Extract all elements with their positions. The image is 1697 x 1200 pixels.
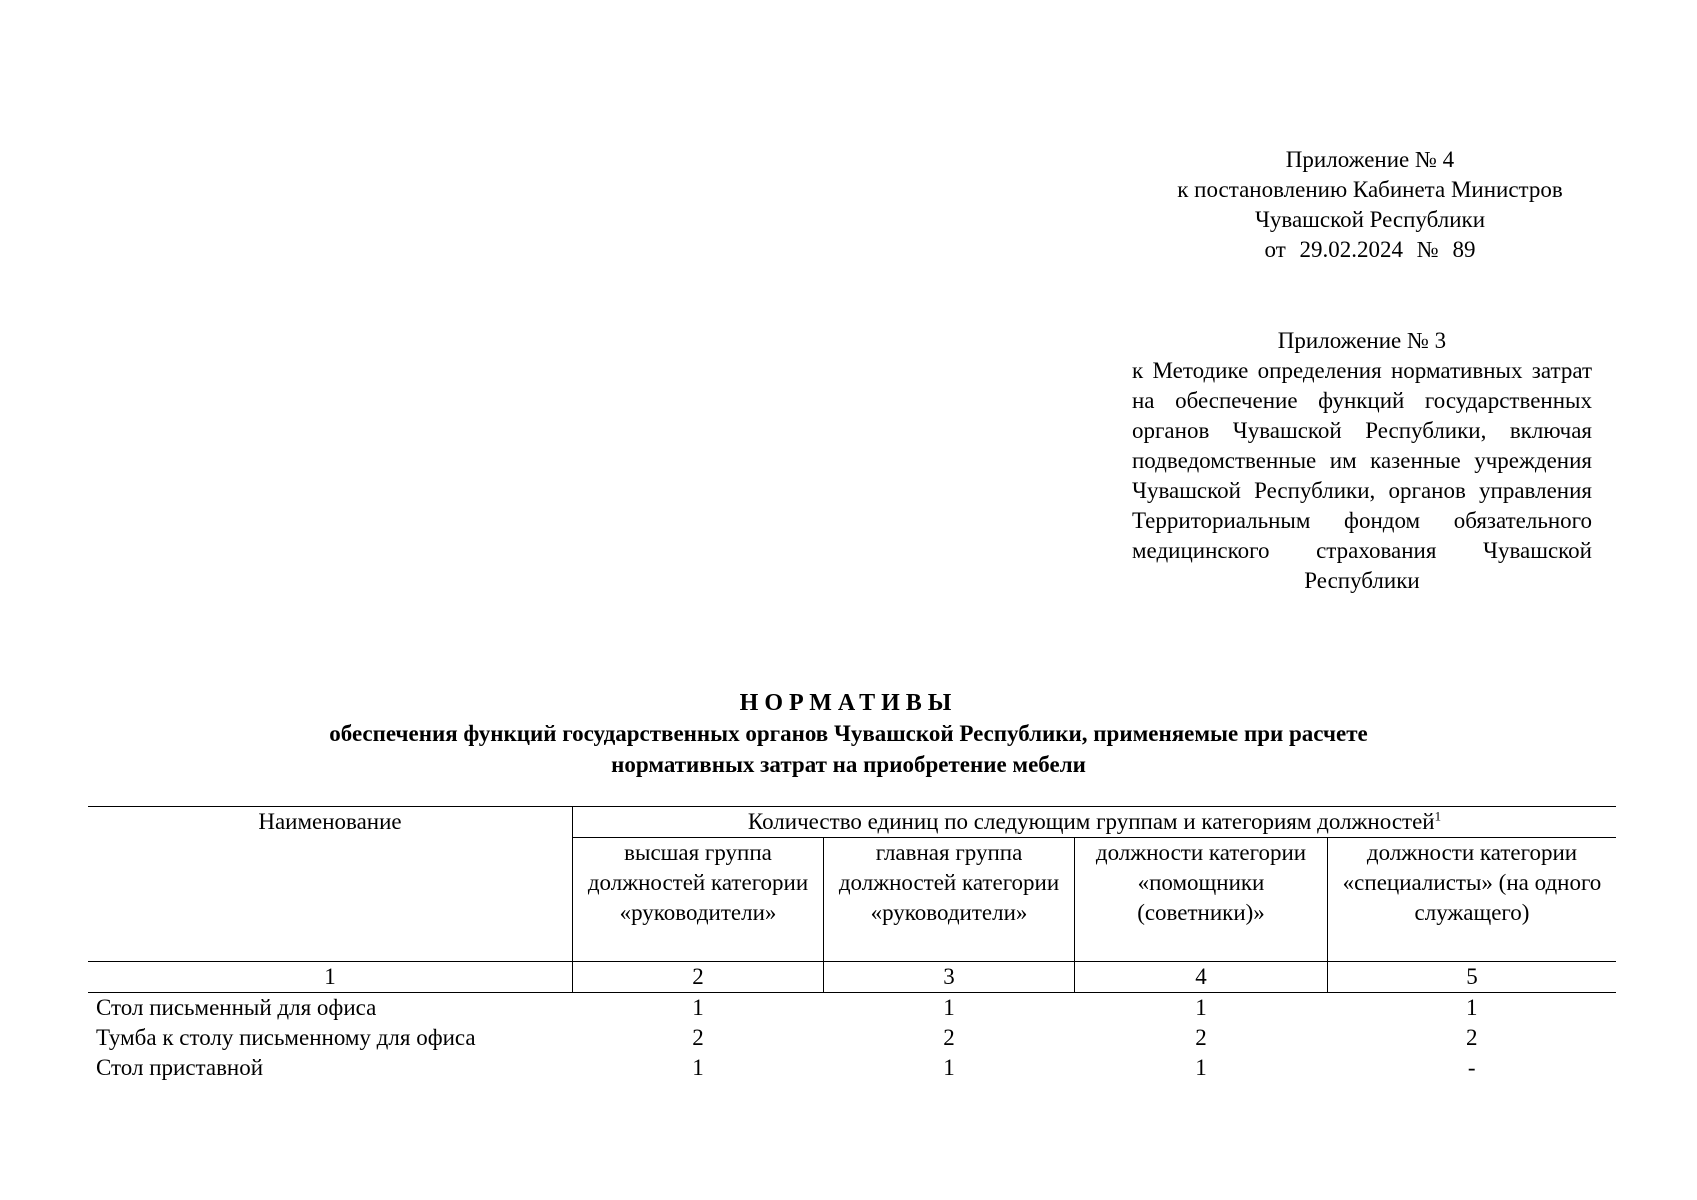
subcol-header: должности категории «помощники (советники)»	[1075, 838, 1328, 962]
col-number: 3	[824, 962, 1075, 993]
table-row	[88, 993, 1616, 1024]
item-value: 1	[1466, 995, 1478, 1020]
col-group-label: Количество единиц по следующим группам и категориям должностей	[747, 809, 1435, 834]
footnote-marker: 1	[1434, 808, 1442, 824]
item-value: 1	[692, 995, 704, 1020]
title-sub-1: обеспечения функций государственных органов Чувашской Республики, применяемые при расчете	[329, 721, 1368, 746]
item-value: 1	[1195, 1055, 1207, 1080]
header-row	[88, 807, 1616, 838]
col-number: 4	[1075, 962, 1328, 993]
subcol-header: высшая группа должностей категории «руководители»	[573, 838, 824, 962]
table-row	[88, 1023, 1616, 1053]
item-value: 1	[1195, 995, 1207, 1020]
subcol-header: должности категории «специалисты» (на одного служащего)	[1342, 840, 1602, 925]
col-number: 1	[88, 962, 573, 993]
item-value: 2	[1466, 1025, 1478, 1050]
appendix-4-date: от 29.02.2024 № 89	[1264, 237, 1476, 262]
item-value: -	[1467, 1055, 1476, 1080]
col-number: 2	[573, 962, 824, 993]
table-row	[88, 1053, 1616, 1083]
item-value: 1	[692, 1055, 704, 1080]
col-group-header	[573, 807, 1617, 838]
appendix-3-header	[1132, 326, 1592, 596]
item-value: 1	[943, 995, 955, 1020]
title-sub-2: нормативных затрат на приобретение мебели	[611, 752, 1086, 777]
col-number: 5	[1328, 962, 1617, 993]
appendix-3-body: к Методике определения нормативных затрат на обеспечение функций государственных органов Чувашской Республики, включая подведомственные им казенные учреждения Чувашской Республики, органов управления Территориальным фондом обязательного медицинского страхования Чувашской	[1132, 358, 1592, 563]
subcol-header: главная группа должностей категории «руководители»	[824, 838, 1075, 962]
appendix-4-ref: к постановлению Кабинета Министров	[1177, 177, 1563, 202]
appendix-4-header	[1120, 145, 1620, 265]
column-number-row	[88, 962, 1616, 993]
item-name: Стол приставной	[96, 1055, 264, 1080]
item-value: 1	[943, 1055, 955, 1080]
item-name: Тумба к столу письменному для офиса	[96, 1025, 476, 1050]
appendix-4-republic: Чувашской Республики	[1254, 207, 1486, 232]
item-value: 2	[1195, 1025, 1207, 1050]
norms-table	[88, 806, 1616, 1083]
item-value: 2	[692, 1025, 704, 1050]
appendix-4-title: Приложение № 4	[1285, 147, 1455, 172]
title-main: НОРМАТИВЫ	[739, 690, 958, 716]
item-name: Стол письменный для офиса	[96, 995, 377, 1020]
item-value: 2	[943, 1025, 955, 1050]
document-title	[0, 688, 1697, 780]
appendix-3-title: Приложение № 3	[1277, 328, 1447, 353]
appendix-3-tail: Республики	[1304, 568, 1420, 593]
col-name-header: Наименование	[88, 807, 573, 962]
